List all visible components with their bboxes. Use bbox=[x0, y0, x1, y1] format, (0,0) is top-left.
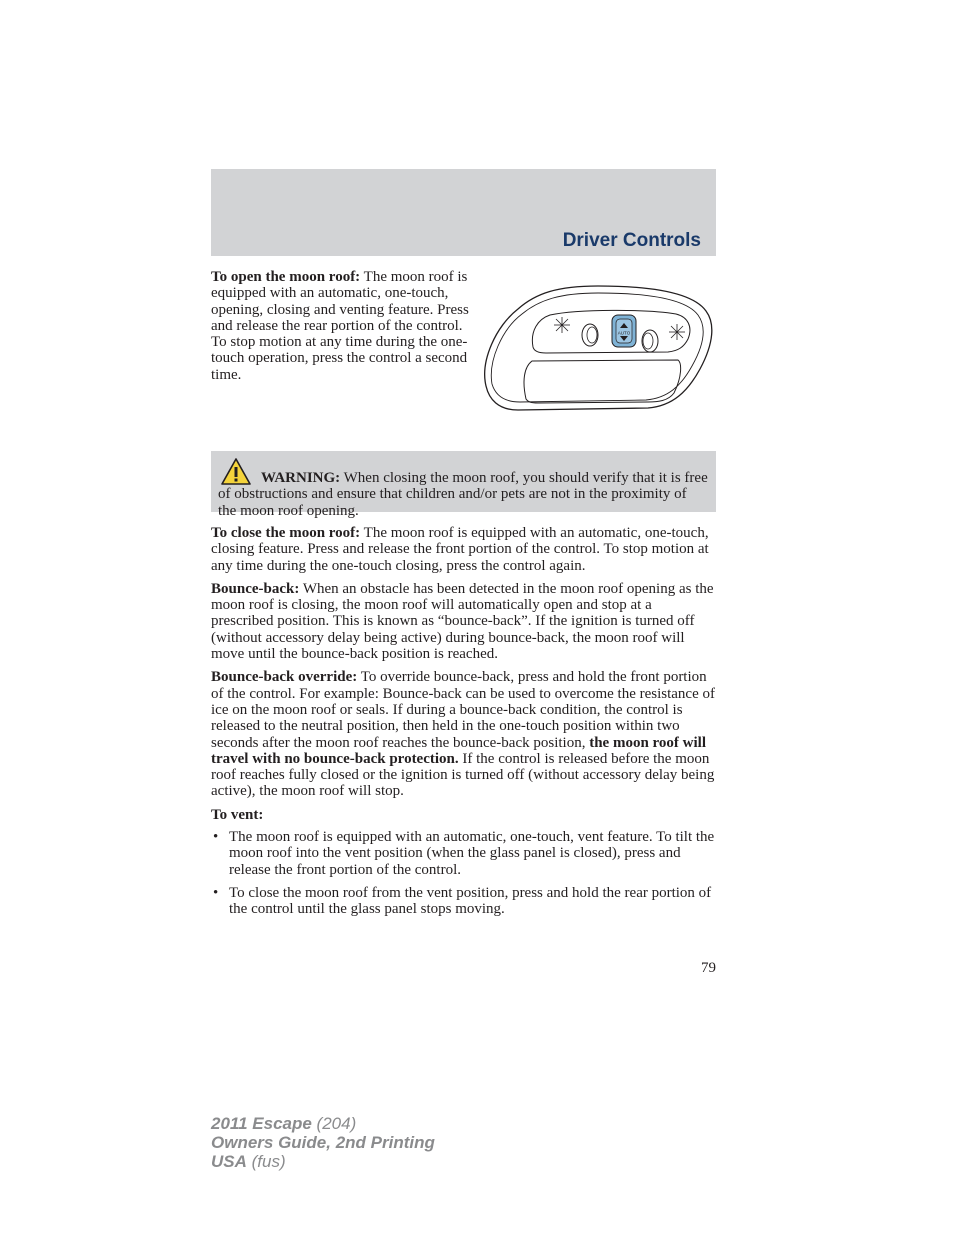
warning-text: WARNING: When closing the moon roof, you should verify that it is free of obstructions and ensure that children and/or pets are not in the proximity of the moon roof opening. bbox=[218, 470, 708, 519]
footer-line-2: Owners Guide, 2nd Printing bbox=[211, 1133, 435, 1152]
bullet-icon: • bbox=[213, 829, 219, 846]
intro-paragraph bbox=[211, 269, 473, 383]
list-item: • The moon roof is equipped with an automatic, one-touch, vent feature. To tilt the moon roof into the vent position (when the glass panel is closed), press and release the front portion of the control. bbox=[213, 829, 715, 878]
overhead-console-icon bbox=[478, 281, 718, 416]
main-content bbox=[211, 525, 717, 925]
footer bbox=[211, 1114, 435, 1171]
intro-text: The moon roof is equipped with an automatic, one-touch, opening, closing and venting feature. Press and release the rear portion of the control. To stop motion at any time during the one-touch operation, press the control a second time. bbox=[211, 269, 469, 383]
section-title: Driver Controls bbox=[562, 230, 701, 251]
close-paragraph: To close the moon roof: The moon roof is equipped with an automatic, one-touch, closing feature. Press and release the front portion of the control. To stop motion at any time during the one-touch closing, press the control again. bbox=[211, 525, 709, 574]
header-band bbox=[211, 169, 716, 256]
footer-line-3: USA (fus) bbox=[211, 1152, 286, 1171]
page-number: 79 bbox=[701, 960, 716, 976]
warning-label: WARNING: bbox=[261, 470, 341, 486]
list-item: • To close the moon roof from the vent position, press and hold the rear portion of the control until the glass panel stops moving. bbox=[213, 884, 712, 918]
moonroof-control-illustration bbox=[478, 281, 718, 416]
warning-box bbox=[211, 451, 716, 519]
vent-heading: To vent: bbox=[211, 806, 264, 823]
bounce-back-paragraph: Bounce-back: When an obstacle has been detected in the moon roof opening as the moon roof is closing, the moon roof will automatically open and stop at a prescribed position. This is known as “bounce-back”. If the ignition is turned off (without accessory delay being active) during bounce-back, the moon roof will move until the bounce-back position is reached. bbox=[211, 580, 714, 663]
intro-label: To open the moon roof: bbox=[211, 269, 361, 285]
warning-triangle-icon bbox=[220, 457, 252, 486]
bullet-icon: • bbox=[213, 884, 219, 901]
footer-line-1: 2011 Escape (204) bbox=[211, 1114, 357, 1133]
auto-switch-label: AUTO bbox=[617, 330, 631, 336]
bounce-back-override-paragraph: Bounce-back override: To override bounce-back, press and hold the front portion of the control. For example: Bounce-back can be used to overcome the resistance of ice on the moon roof or seals. If during a bounce-back condition, the control is released to the neutral position, then held in the one-touch position within two seconds after the moon roof reaches the bounce-back position, the moon roof will travel with no bounce-back protection. If the control is released before the moon roof reaches fully closed or the ignition is turned off (without accessory delay being active), the moon roof will stop. bbox=[211, 669, 715, 800]
vent-bullet-list bbox=[211, 829, 717, 917]
